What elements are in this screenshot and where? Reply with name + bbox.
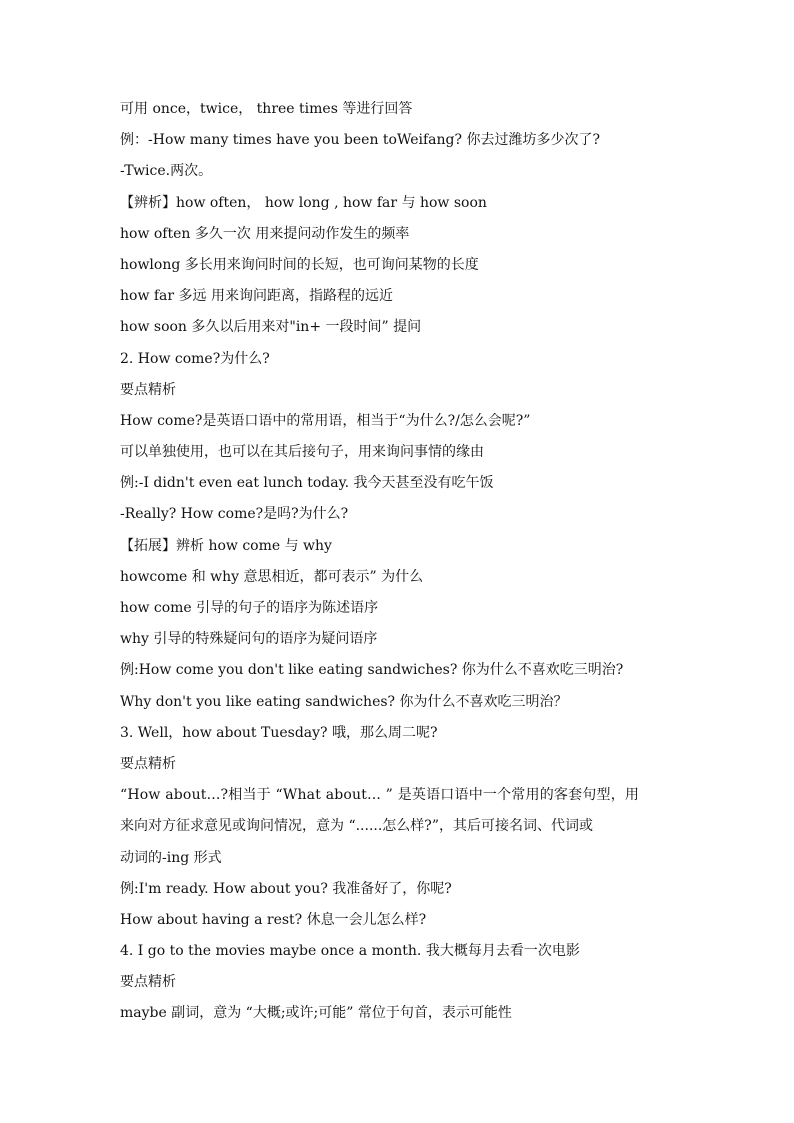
text-line: howlong 多长用来询问时间的长短，也可询问某物的长度 <box>120 256 479 273</box>
text-line: -Really? How come?是吗?为什么? <box>120 506 349 523</box>
text-line: How come?是英语口语中的常用语，相当于“为什么?/怎么会呢?” <box>120 412 531 429</box>
subheading: 要点精析 <box>120 381 176 398</box>
subheading: 要点精析 <box>120 755 176 772</box>
text-line: why 引导的特殊疑问句的语序为疑问语序 <box>120 631 378 648</box>
text-line: Why don't you like eating sandwiches? 你为什么不喜欢吃三明治？ <box>120 693 568 710</box>
text-line: 动词的-ing 形式 <box>120 849 222 866</box>
text-line: 例：-How many times have you been toWeifang? 你去过潍坊多少次了? <box>120 132 600 149</box>
text-line: 例:-I didn't even eat lunch today. 我今天甚至没有吃午饭 <box>120 475 494 492</box>
subheading: 要点精析 <box>120 974 176 991</box>
text-line: how often 多久一次 用来提问动作发生的频率 <box>120 225 410 242</box>
text-line: 可以单独使用，也可以在其后接句子，用来询问事情的缘由 <box>120 444 484 461</box>
text-line: 例:I'm ready. How about you? 我准备好了，你呢? <box>120 880 452 897</box>
text-line: 【辨析】how often， how long , how far 与 how soon <box>120 194 487 211</box>
section-heading: 3. Well，how about Tuesday? 哦，那么周二呢? <box>120 724 438 741</box>
text-line: 【拓展】辨析 how come 与 why <box>120 537 332 554</box>
section-heading: 2. How come?为什么? <box>120 350 270 367</box>
text-line: 来向对方征求意见或询问情况，意为 “......怎么样?”，其后可接名词、代词或 <box>120 818 593 835</box>
text-line: maybe 副词，意为 “大概;或许;可能” 常位于句首，表示可能性 <box>120 1005 512 1022</box>
section-heading: 4. I go to the movies maybe once a month. 我大概每月去看一次电影 <box>120 943 580 960</box>
text-line: How about having a rest? 休息一会儿怎么样? <box>120 911 427 928</box>
document-body <box>120 94 680 1030</box>
text-line: howcome 和 why 意思相近，都可表示” 为什么 <box>120 568 424 585</box>
text-line: “How about...?相当于 “What about... ” 是英语口语中一个常用的客套句型，用 <box>120 787 640 804</box>
text-line: 例:How come you don't like eating sandwiches? 你为什么不喜欢吃三明治? <box>120 662 624 679</box>
text-line: -Twice.两次。 <box>120 163 213 180</box>
text-line: how soon 多久以后用来对"in+ 一段时间” 提问 <box>120 319 422 336</box>
text-line: how come 引导的句子的语序为陈述语序 <box>120 600 379 616</box>
text-line: how far 多远 用来询问距离，指路程的远近 <box>120 288 393 305</box>
text-line: 可用 once，twice， three times 等进行回答 <box>120 101 413 117</box>
